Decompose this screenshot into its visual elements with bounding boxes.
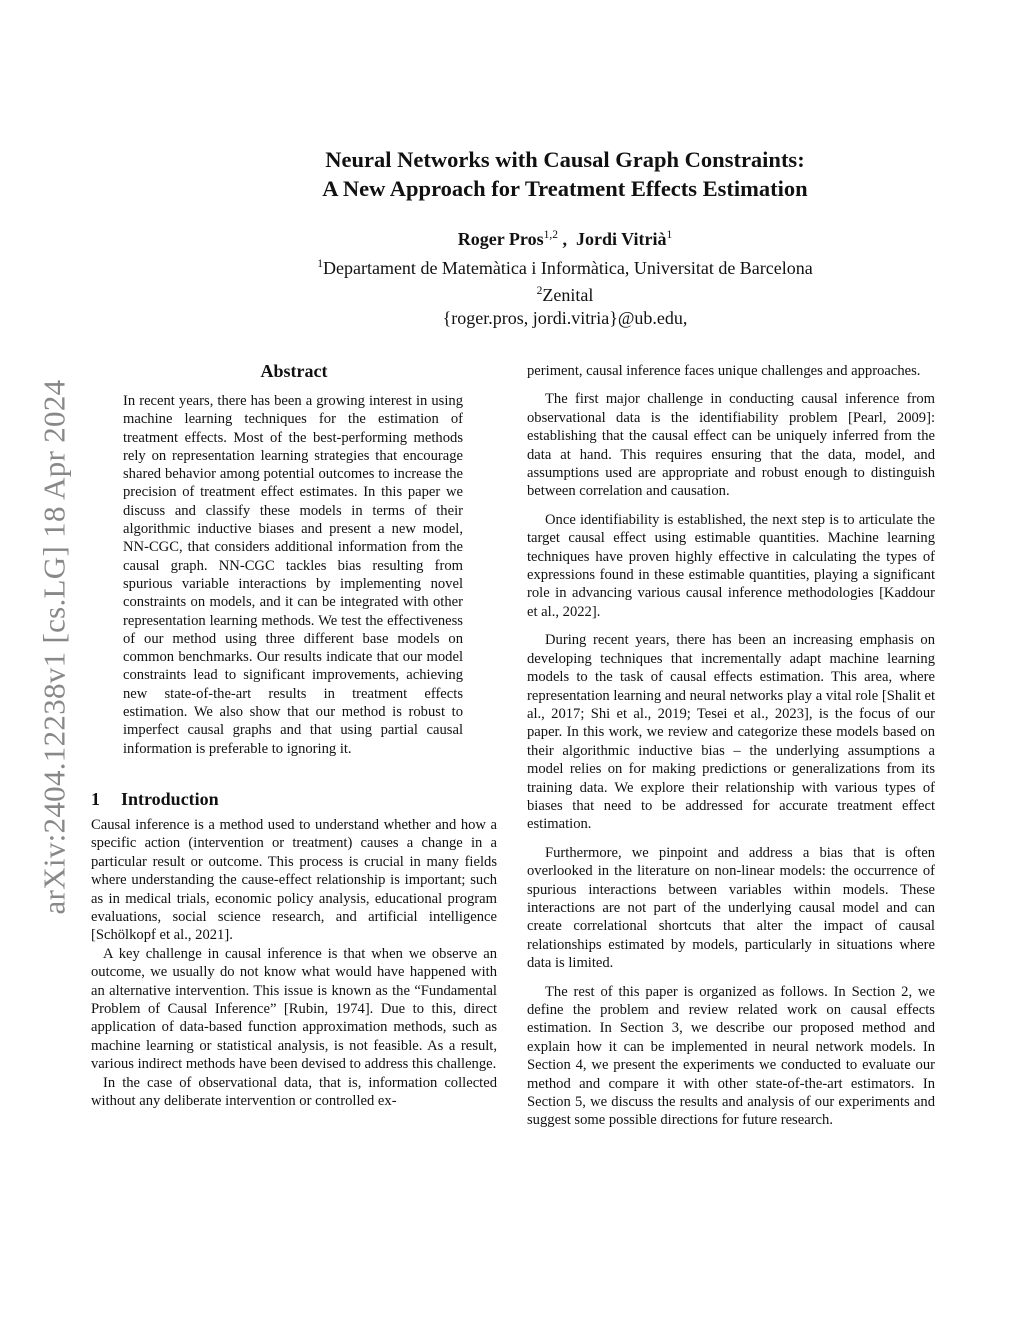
affiliation-marker: 1 bbox=[317, 258, 323, 270]
paragraph: A key challenge in causal inference is that when we observe an outcome, we usually do not know what would have happened with an alternative intervention. This issue is known as the “Fundamental Problem of Causal Inference” [Rubin, 1974]. Due to this, direct application of data-based function approximation methods, such as machine learning or statistical analysis, is not feasible. As a result, various indirect methods have been devised to address this challenge. bbox=[91, 945, 497, 1073]
paragraph: The rest of this paper is organized as follows. In Section 2, we define the problem and review related work on causal effects estimation. In Section 3, we describe our proposed method and explain how it can be implemented in neural network models. In Section 4, we present the experiments we conducted to evaluate our method and compare it with other state-of-the-art estimators. In Section 5, we discuss the results and analysis of our experiments and suggest some possible directions for future research. bbox=[527, 983, 935, 1129]
section-title: Introduction bbox=[121, 788, 219, 809]
affiliation-2: $^2$Zenital bbox=[536, 285, 594, 305]
section-number: 1 bbox=[91, 788, 100, 809]
affiliation-marker: 2 bbox=[536, 285, 543, 297]
author-affiliation-marker: 1 bbox=[666, 229, 673, 241]
author-affiliation-marker: 1,2 bbox=[543, 229, 558, 241]
paragraph: Once identifiability is established, the next step is to articulate the target causal effect using estimable quantities. Machine learning techniques have proven highly effective in calculating the types of expressions found in these estimable quantities, playing a significant role in advancing various causal inference methodologies [Kaddour et al., 2022]. bbox=[527, 511, 935, 620]
paragraph: In the case of observational data, that is, information collected without any deliberate intervention or controlled ex- bbox=[91, 1074, 497, 1110]
paper-title bbox=[150, 145, 980, 203]
author-emails: {roger.pros, jordi.vitria}@ub.edu, bbox=[442, 308, 688, 328]
paragraph: The first major challenge in conducting causal inference from observational data is the identifiability problem [Pearl, 2009]: establishing that the causal effect can be uniquely inferred from the data at hand. This requires ensuring that the data, model, and assumptions used are appropriate and robust enough to distinguish between correlation and causation. bbox=[527, 391, 935, 500]
section-heading-introduction bbox=[91, 788, 497, 810]
right-column bbox=[527, 362, 935, 1140]
arxiv-identifier-stamp bbox=[24, 352, 84, 942]
author-name: Jordi Vitrià bbox=[575, 229, 667, 249]
arxiv-identifier-text: arXiv:2404.12238v1 [cs.LG] 18 Apr 2024 bbox=[36, 379, 72, 915]
author-separator: , bbox=[557, 229, 576, 249]
left-column bbox=[91, 360, 497, 1110]
affiliations bbox=[150, 253, 980, 330]
paragraph: periment, causal inference faces unique challenges and approaches. bbox=[527, 363, 921, 379]
author-name: Roger Pros bbox=[457, 229, 544, 249]
affiliation-1: $^1$Departament de Matemàtica i Informàtica, Universitat de Barcelona bbox=[317, 258, 813, 278]
paragraph: Causal inference is a method used to understand whether and how a specific action (intervention or treatment) causes a change in a particular result or outcome. This process is crucial in many fields where understanding the cause-effect relationship is important; such as in medical trials, economic policy analysis, educational program evaluations, social science research, and artificial intelligence [Schölkopf et al., 2021]. bbox=[91, 816, 497, 944]
abstract-heading: Abstract bbox=[260, 361, 328, 381]
title-line-1: Neural Networks with Causal Graph Constraints: bbox=[325, 147, 805, 172]
paragraph: Furthermore, we pinpoint and address a bias that is often overlooked in the literature on non-linear models: the occurrence of spurious interactions between variables within models. These interactions are not part of the underlying causal model and can create correlational shortcuts that alter the impact of causal relationships estimated by models, particularly in situations where data is limited. bbox=[527, 844, 935, 972]
paragraph: During recent years, there has been an increasing emphasis on developing techniques that incrementally adapt machine learning models to the task of causal effects estimation. This area, where representation learning and neural networks play a vital role [Shalit et al., 2017; Shi et al., 2019; Tesei et al., 2023], is the focus of our paper. In this work, we review and categorize these models based on their algorithmic inductive bias – the underlying assumptions a model relies on for making predictions or generalizations from its training data. We explore their relationship with various types of biases that need to be addressed for accurate treatment effect estimation. bbox=[527, 632, 935, 833]
abstract-text: In recent years, there has been a growing interest in using machine learning techniques for the estimation of treatment effects. Most of the best-performing methods rely on representation learning strategies that encourage shared behavior among potential outcomes to increase the precision of treatment effect estimates. In this paper we discuss and classify these models in terms of their algorithmic inductive biases and present a new model, NN-CGC, that considers additional information from the causal graph. NN-CGC tackles bias resulting from spurious variable interactions by implementing novel constraints on models, and it can be integrated with other representation learning methods. We test the effectiveness of our method using three different base models on common benchmarks. Our results indicate that our model constraints lead to significant improvements, achieving new state-of-the-art results in treatment effects estimation. We also show that our method is robust to imperfect causal graphs and that using partial causal information is preferable to ignoring it. bbox=[123, 393, 463, 757]
author-list bbox=[150, 222, 980, 252]
title-line-2: A New Approach for Treatment Effects Estimation bbox=[322, 176, 808, 201]
